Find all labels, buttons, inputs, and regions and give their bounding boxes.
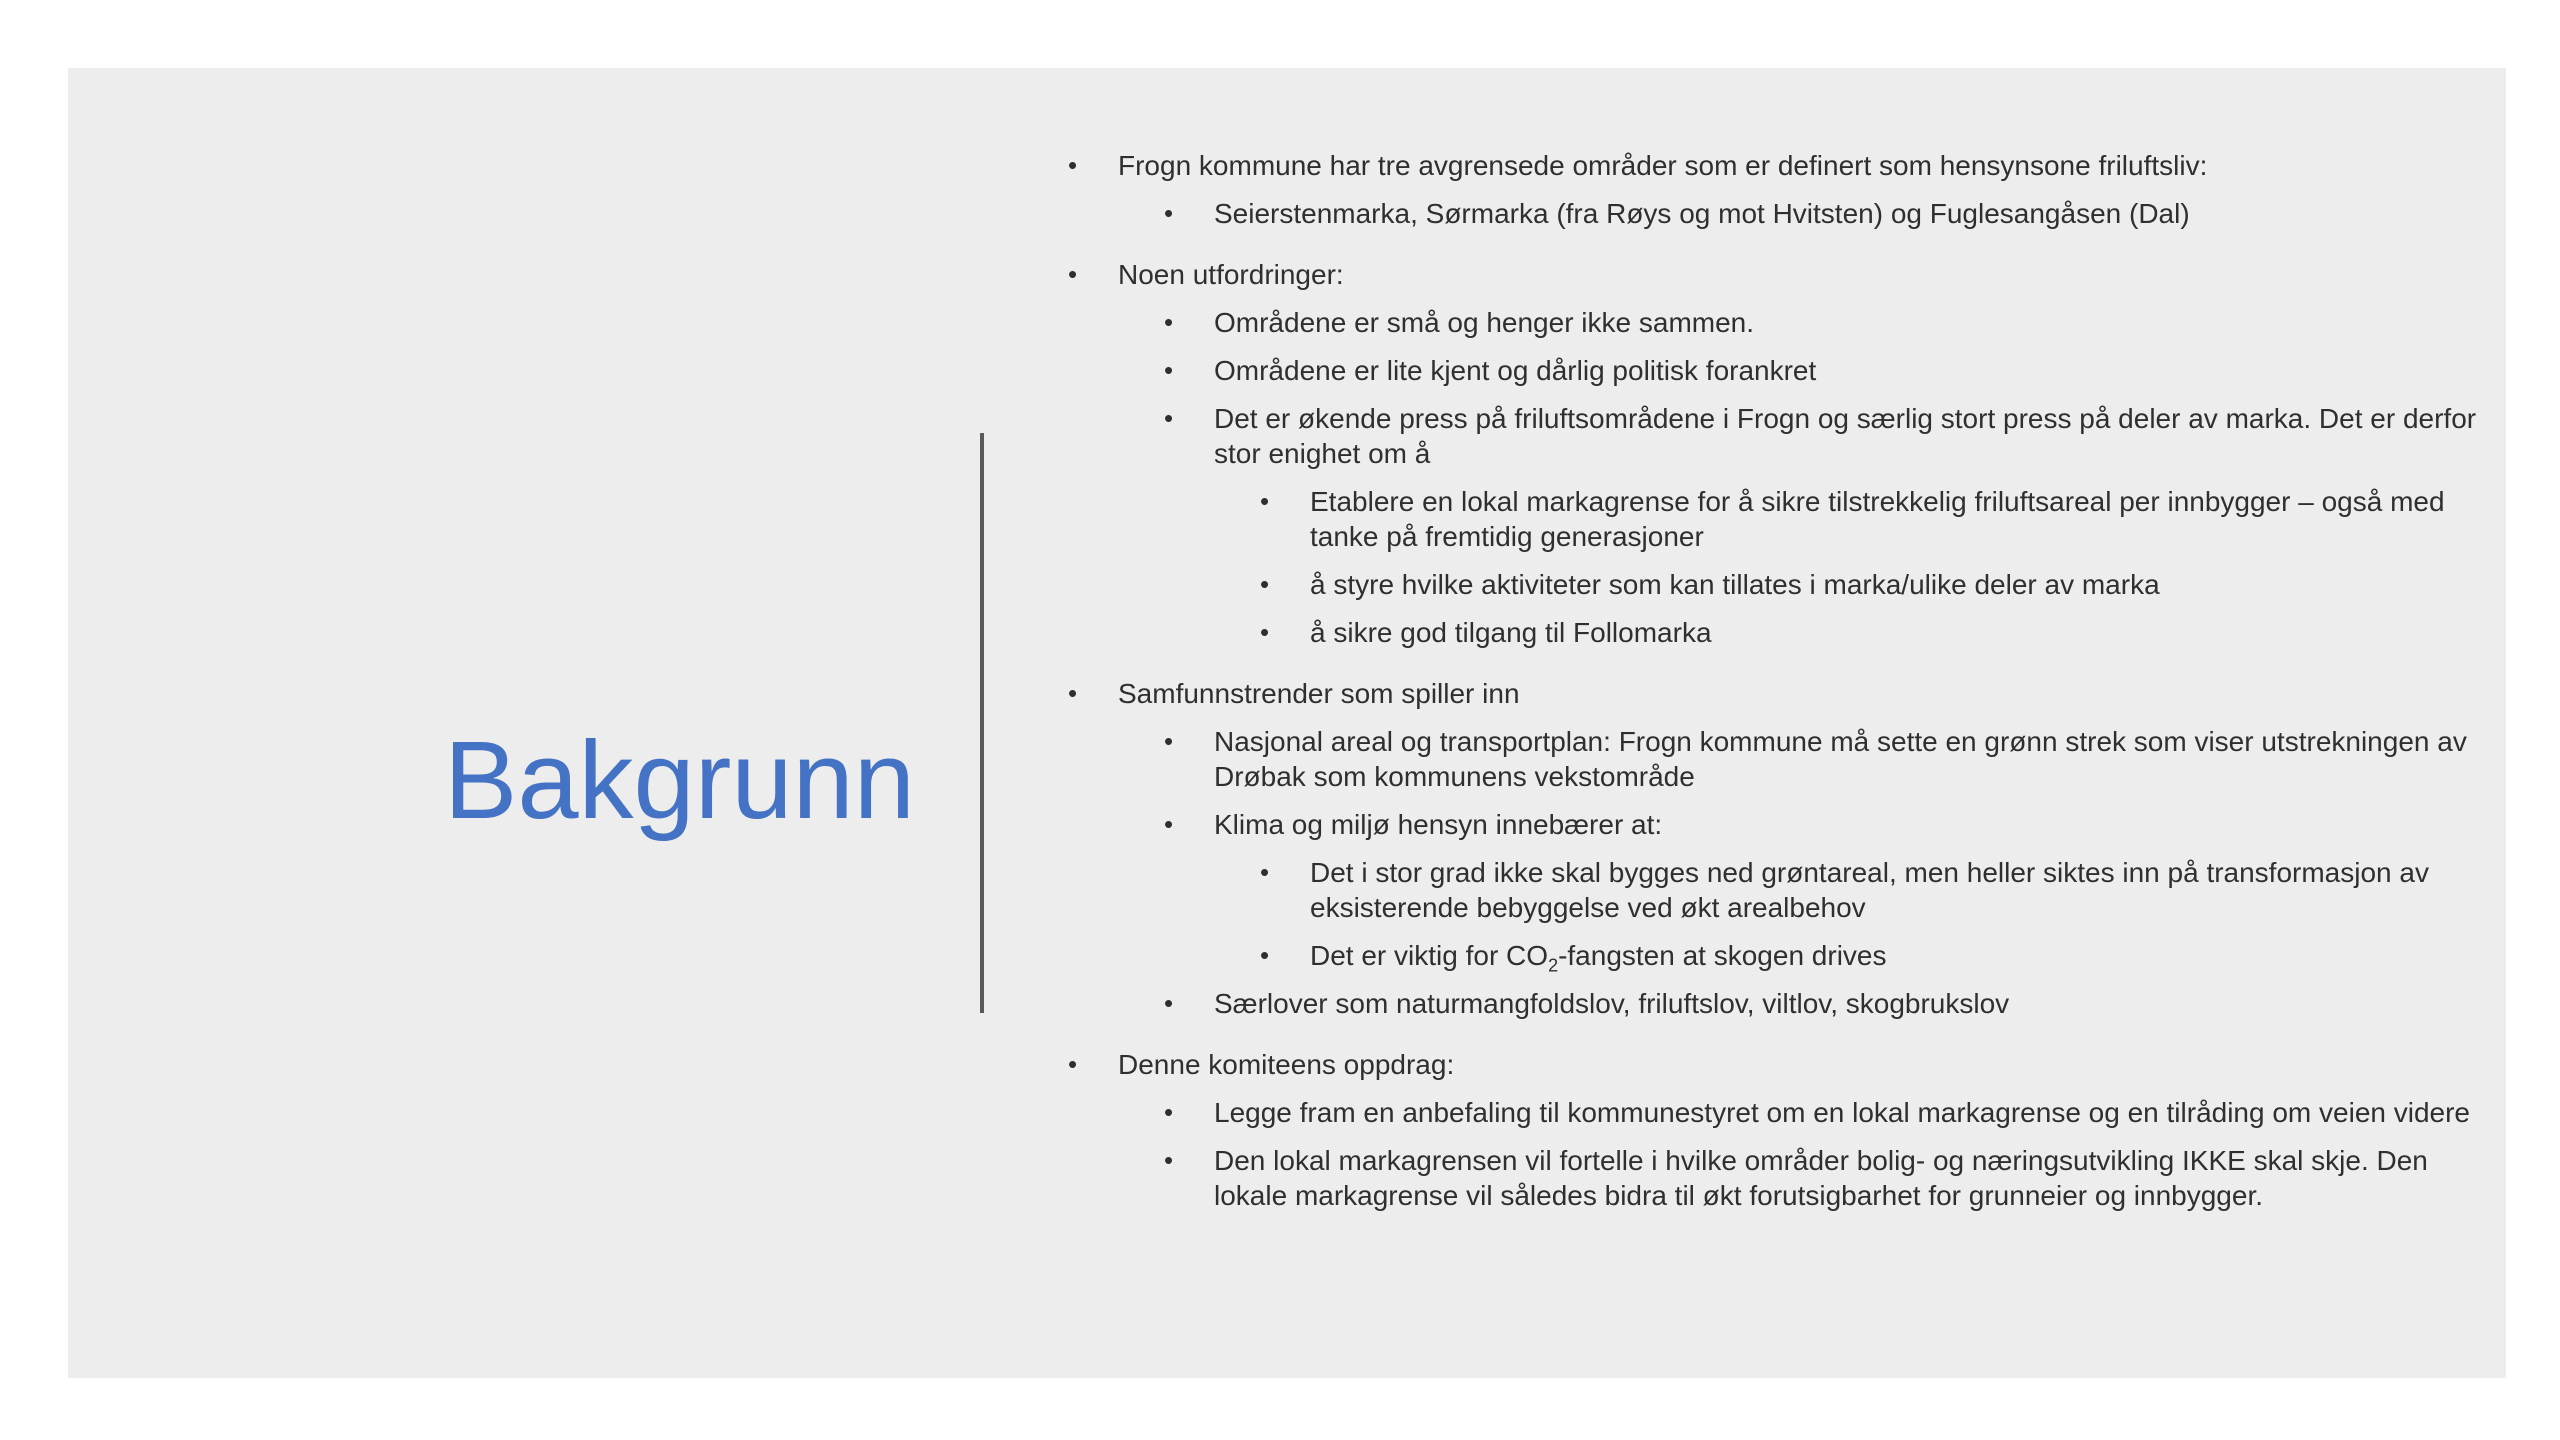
bullet-text: Områdene er små og henger ikke sammen.	[1214, 307, 1755, 338]
bullet-text: Etablere en lokal markagrense for å sikre tilstrekkelig friluftsareal per innbygger – også med tanke på fremtidig generasjoner	[1310, 486, 2445, 552]
bullet-icon: •	[1068, 259, 1078, 289]
bullet-list	[1068, 148, 2478, 1213]
bullet-text: Legge fram en anbefaling til kommunestyret om en lokal markagrense og en tilråding om veien videre	[1214, 1097, 2471, 1128]
list-item	[1260, 938, 2478, 976]
list-item	[1164, 1143, 2478, 1213]
bullet-text: Nasjonal areal og transportplan: Frogn kommune må sette en grønn strek som viser utstrekningen av Drøbak som kommunens vekstområde	[1214, 726, 2467, 792]
bullet-icon: •	[1164, 1097, 1174, 1127]
bullet-icon: •	[1164, 1145, 1174, 1175]
list-item	[1068, 676, 2478, 1021]
list-item	[1068, 257, 2478, 650]
bullet-icon: •	[1260, 569, 1270, 599]
list-item	[1068, 148, 2478, 231]
sub-list	[1118, 305, 2478, 650]
bullet-icon: •	[1164, 726, 1174, 756]
list-item	[1164, 807, 2478, 976]
list-item	[1164, 724, 2478, 794]
list-item	[1164, 196, 2478, 231]
list-item	[1068, 1047, 2478, 1213]
slide-title: Bakgrunn	[444, 719, 915, 842]
bullet-text: Det er økende press på friluftsområdene i Frogn og særlig stort press på deler av marka. Det er derfor stor enighet om å	[1214, 403, 2477, 469]
bullet-icon: •	[1164, 988, 1174, 1018]
sub-list	[1118, 1095, 2478, 1213]
bullet-icon: •	[1260, 617, 1270, 647]
list-item	[1164, 305, 2478, 340]
co2-subscript: 2	[1548, 955, 1559, 976]
bullet-text: Noen utfordringer:	[1118, 259, 1344, 290]
vertical-divider	[980, 433, 984, 1013]
list-item	[1260, 484, 2478, 554]
bullet-icon: •	[1260, 857, 1270, 887]
list-item	[1164, 1095, 2478, 1130]
bullet-text: å styre hvilke aktiviteter som kan tillates i marka/ulike deler av marka	[1310, 569, 2160, 600]
bullet-text: Klima og miljø hensyn innebærer at:	[1214, 809, 1663, 840]
list-item	[1164, 401, 2478, 650]
bullet-icon: •	[1164, 198, 1174, 228]
bullet-text: Den lokal markagrensen vil fortelle i hvilke områder bolig- og næringsutvikling IKKE skal skje. Den lokale markagrense vil således bidra til økt forutsigbarhet for grunneier og innbygger.	[1214, 1145, 2428, 1211]
bullet-icon: •	[1068, 150, 1078, 180]
bullet-icon: •	[1164, 355, 1174, 385]
bullet-text: Særlover som naturmangfoldslov, friluftslov, viltlov, skogbrukslov	[1214, 988, 2010, 1019]
bullet-icon: •	[1068, 678, 1078, 708]
bullet-icon: •	[1164, 809, 1174, 839]
list-item	[1260, 615, 2478, 650]
co2-text-post: -fangsten at skogen drives	[1558, 940, 1887, 971]
list-item	[1164, 986, 2478, 1021]
sub-list	[1118, 196, 2478, 231]
bullet-text: Seierstenmarka, Sørmarka (fra Røys og mot Hvitsten) og Fuglesangåsen (Dal)	[1214, 198, 2190, 229]
bullet-icon: •	[1068, 1049, 1078, 1079]
list-item	[1164, 353, 2478, 388]
list-item	[1260, 567, 2478, 602]
bullet-text	[1310, 938, 2478, 976]
bullet-icon: •	[1260, 486, 1270, 516]
sub-list	[1118, 724, 2478, 1021]
sub-list	[1214, 855, 2478, 976]
bullet-icon: •	[1164, 307, 1174, 337]
bullet-text: Frogn kommune har tre avgrensede områder som er definert som hensynsone friluftsliv:	[1118, 150, 2208, 181]
bullet-text: Det i stor grad ikke skal bygges ned grøntareal, men heller siktes inn på transformasjon av eksisterende bebyggelse ved økt arealbehov	[1310, 857, 2429, 923]
bullet-text: å sikre god tilgang til Follomarka	[1310, 617, 1712, 648]
slide	[68, 68, 2506, 1378]
bullet-content	[1068, 148, 2478, 1213]
list-item	[1260, 855, 2478, 925]
bullet-text: Denne komiteens oppdrag:	[1118, 1049, 1455, 1080]
bullet-text: Områdene er lite kjent og dårlig politisk forankret	[1214, 355, 1817, 386]
bullet-text: Samfunnstrender som spiller inn	[1118, 678, 1520, 709]
bullet-icon: •	[1164, 403, 1174, 433]
sub-list	[1214, 484, 2478, 650]
co2-text-pre: Det er viktig for CO	[1310, 940, 1549, 971]
bullet-icon: •	[1260, 940, 1270, 970]
